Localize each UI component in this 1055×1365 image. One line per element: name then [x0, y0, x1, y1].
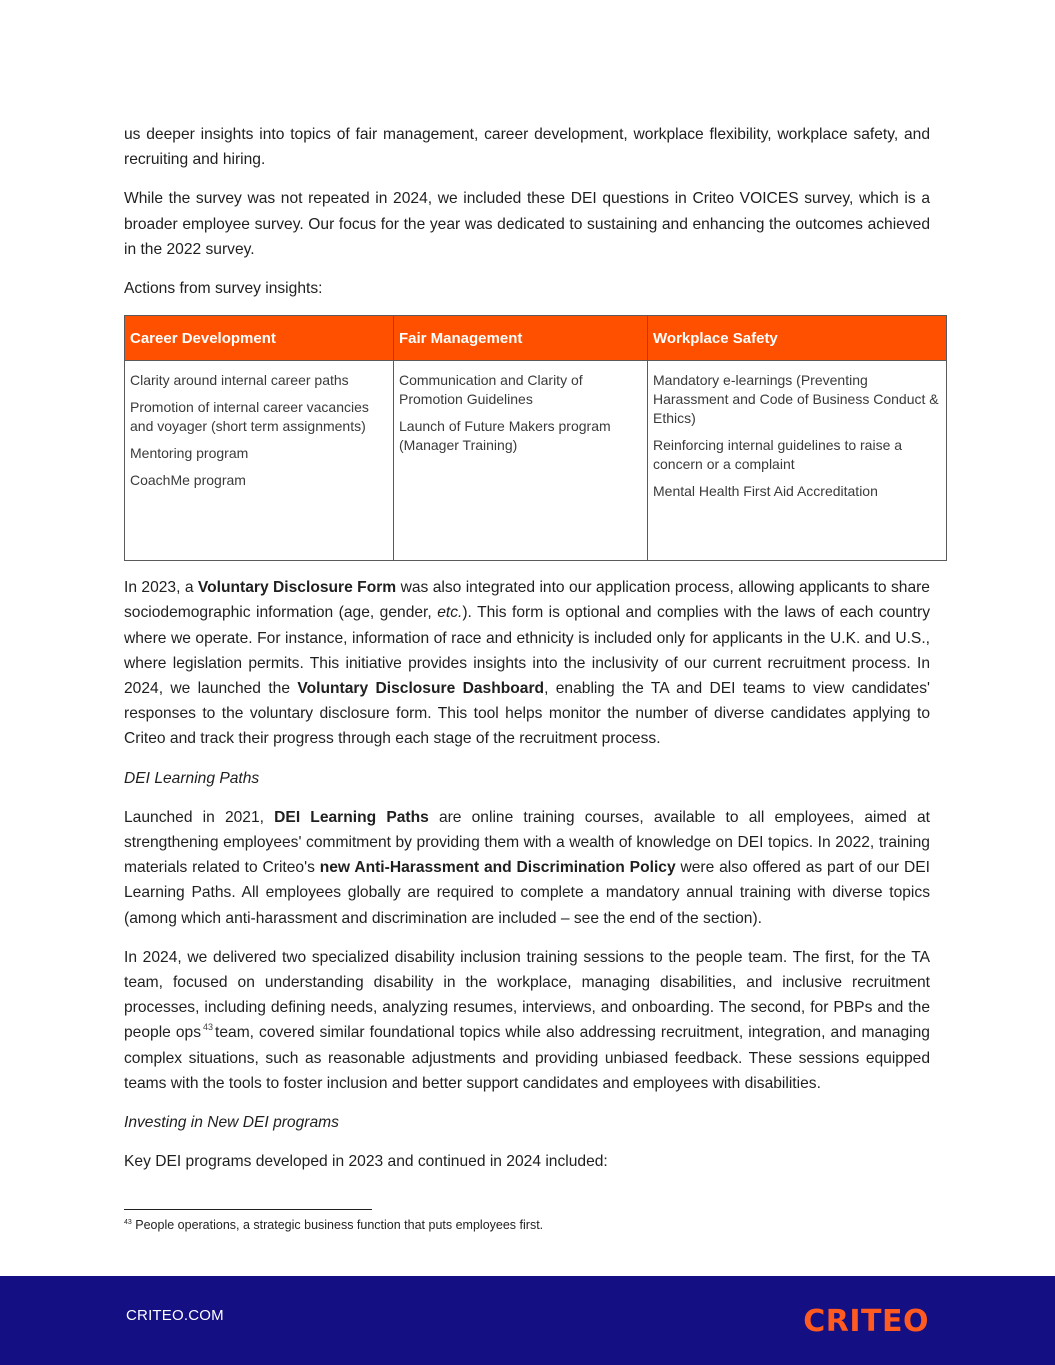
table-item: Mental Health First Aid Accreditation — [653, 483, 878, 500]
workplace-safety-cell — [648, 361, 947, 561]
table-item: Reinforcing internal guidelines to raise a concern or a complaint — [653, 437, 903, 473]
heading-text: Investing in New DEI programs — [124, 1114, 339, 1132]
text-run: In 2024, we delivered two specialized disability inclusion training sessions to the people team. The first, for the TA team, focused on understanding disability in the workplace, managing disabilities, and inclusive recruitment processes, including defining needs, analyzing resumes, interviews, and onboarding. The second, for PBPs and the people ops — [124, 948, 930, 1042]
bold-text: DEI Learning Paths — [274, 808, 429, 826]
header-fair-management: Fair Management — [394, 316, 648, 361]
footnote-divider — [124, 1209, 372, 1210]
table-item: Mandatory e-learnings (Preventing Harassment and Code of Business Conduct & Ethics) — [653, 372, 939, 427]
disability-training-paragraph — [124, 945, 930, 1096]
table-item: Clarity around internal career paths — [130, 372, 349, 389]
voluntary-disclosure-paragraph — [124, 575, 930, 751]
page-content — [124, 122, 939, 1188]
bold-text: Voluntary Disclosure Dashboard — [297, 680, 545, 698]
text-run: are online training courses, available to all employees, aimed at strengthening employees' commitment by providing them with a wealth of knowledge on DEI topics. In 2022, training materials related to Criteo's — [124, 808, 930, 877]
italic-text: etc. — [437, 604, 463, 622]
fair-management-cell — [394, 361, 648, 561]
text-run: was also integrated into our application process, allowing applicants to share sociodemographic information (age, gender, — [124, 579, 930, 622]
career-development-cell — [125, 361, 394, 561]
footer-website-link[interactable]: CRITEO.COM — [126, 1307, 224, 1324]
section-heading-learning-paths — [124, 766, 930, 791]
text-run: team, covered similar foundational topics while also addressing recruitment, integration, and managing complex situations, such as reasonable adjustments and providing unbiased feedback. These sessions equipped teams with the tools to foster inclusion and better support candidates and employees with disabilities. — [124, 1024, 930, 1092]
table-item: Mentoring program — [130, 445, 249, 462]
text-run: were also offered as part of our DEI Learning Paths. All employees globally are required to complete a mandatory annual training with diverse topics (among which anti-harassment and discrimination are included – see the end of the section). — [124, 859, 930, 927]
header-workplace-safety: Workplace Safety — [648, 316, 947, 361]
bold-text: Voluntary Disclosure Form — [197, 579, 397, 597]
text-run: Launched in 2021, — [124, 808, 275, 826]
table-item: Communication and Clarity of Promotion Guidelines — [399, 372, 583, 408]
bold-text: new Anti-Harassment and Discrimination Policy — [319, 859, 676, 877]
criteo-logo: CRITEO — [803, 1304, 929, 1339]
footnote-number: 43 — [124, 1219, 132, 1226]
survey-actions-table — [124, 315, 947, 561]
programs-intro-paragraph: Key DEI programs developed in 2023 and continued in 2024 included: — [124, 1153, 608, 1171]
text-run: ). This form is optional and complies with the laws of each country where we operate. For instance, information of race and ethnicity is included only for applicants in the U.K. and U.S., where legislation permits. This initiative provides insights into the inclusivity of our current recruitment process. In 2024, we launched the — [124, 604, 931, 698]
table-header-row — [125, 316, 947, 361]
table-item: CoachMe program — [130, 472, 246, 489]
actions-intro: Actions from survey insights: — [124, 280, 323, 298]
page-footer — [0, 1276, 1055, 1365]
section-heading-dei-programs — [124, 1110, 930, 1135]
heading-text: DEI Learning Paths — [124, 769, 260, 787]
learning-paths-paragraph — [124, 805, 930, 931]
text-run: , enabling the TA and DEI teams to view candidates' responses to the voluntary disclosure form. This tool helps monitor the number of diverse candidates applying to Criteo and track their progress through each stage of the recruitment process. — [124, 680, 931, 748]
header-career-development: Career Development — [125, 316, 394, 361]
text-run: In 2023, a — [124, 579, 198, 597]
footnote-text: People operations, a strategic business function that puts employees first. — [131, 1218, 544, 1232]
survey-paragraph: While the survey was not repeated in 2024, we included these DEI questions in Criteo VOICES survey, which is a broader employee survey. Our focus for the year was dedicated to sustaining and enhancing the outcomes achieved in the 2022 survey. — [124, 190, 930, 258]
footnote — [124, 1216, 543, 1234]
footnote-reference[interactable]: 43 — [203, 1022, 214, 1033]
table-item: Launch of Future Makers program (Manager Training) — [399, 418, 611, 454]
table-row — [125, 361, 947, 561]
table-item: Promotion of internal career vacancies and voyager (short term assignments) — [130, 399, 369, 435]
intro-paragraph: us deeper insights into topics of fair management, career development, workplace flexibility, workplace safety, and recruiting and hiring. — [124, 126, 930, 169]
